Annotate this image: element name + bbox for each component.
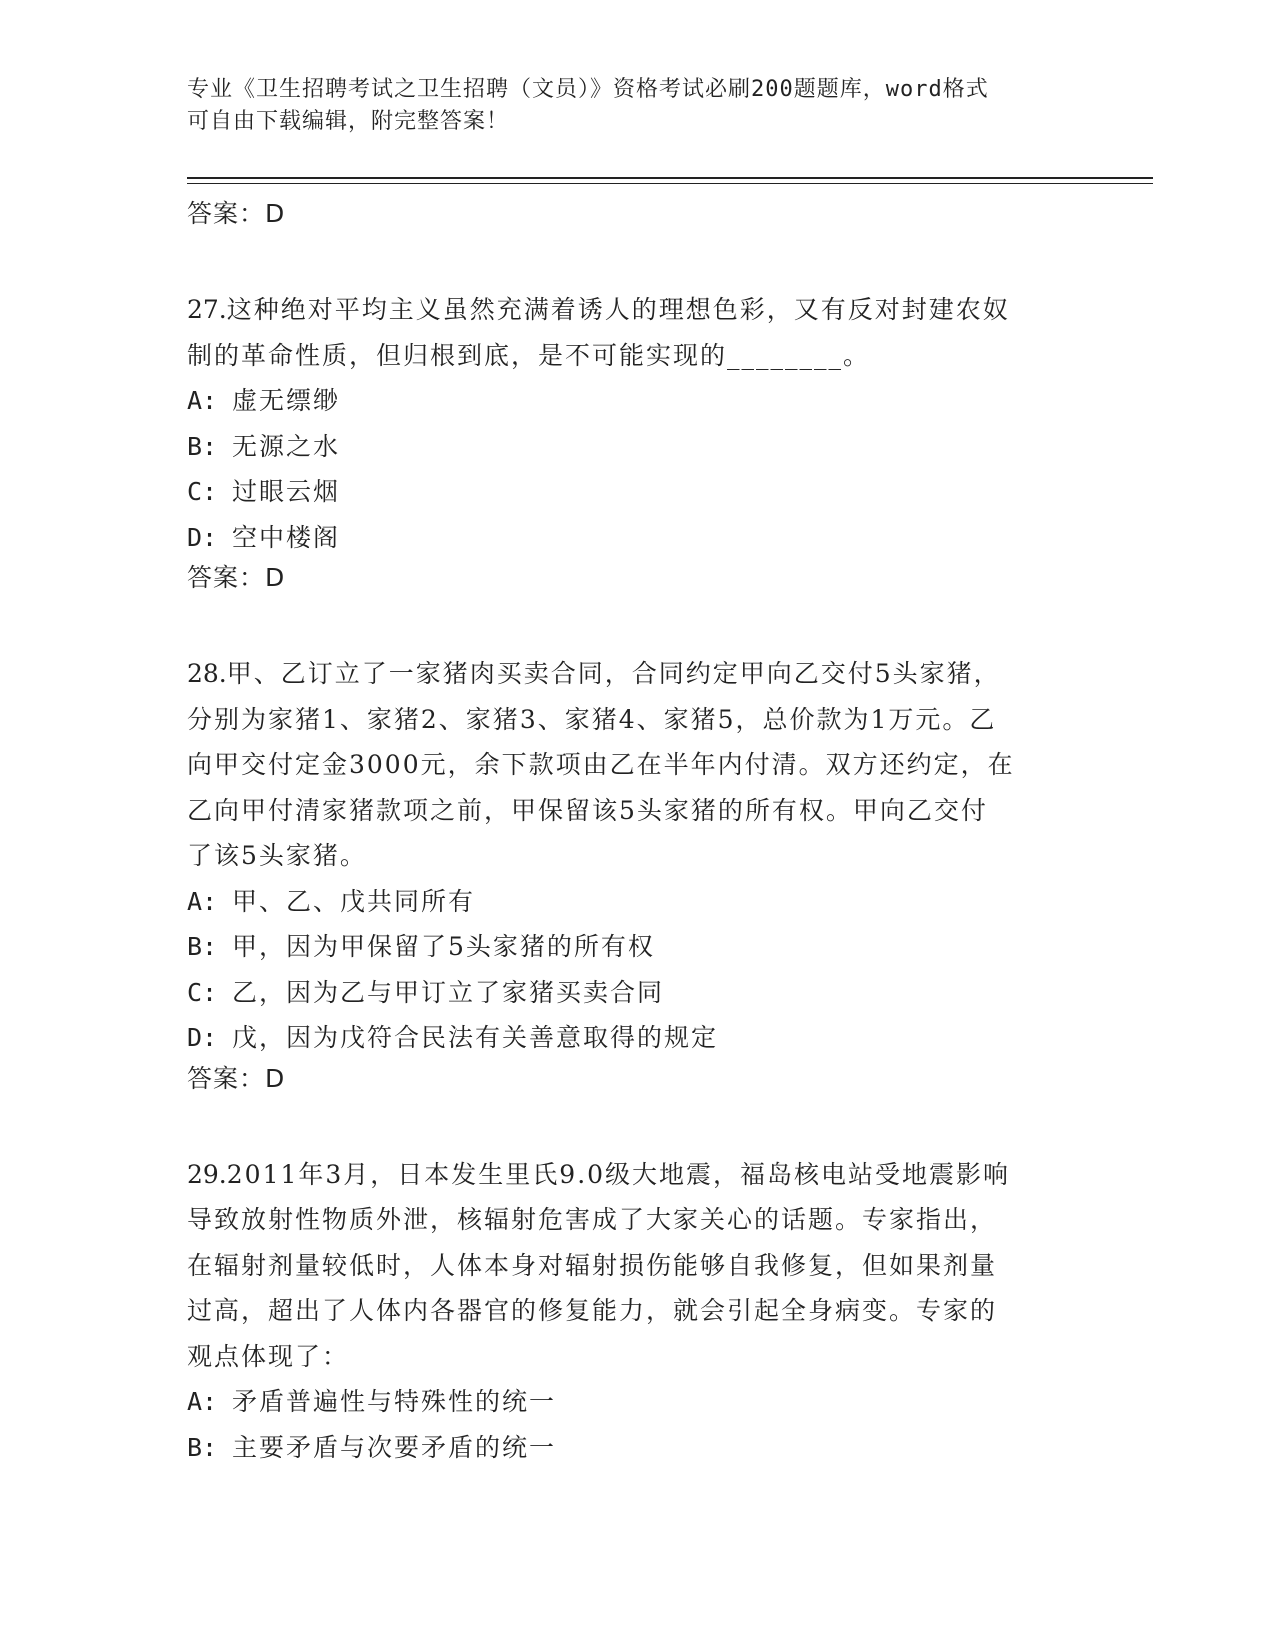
- stem-line: 过高，超出了人体内各器官的修复能力，就会引起全身病变。专家的: [187, 1296, 998, 1325]
- option-text: 甲，因为甲保留了5头家猪的所有权: [232, 932, 655, 961]
- answer-line: 答案：D: [187, 1063, 286, 1093]
- question-list: [187, 192, 1087, 1470]
- option-letter: B:: [187, 932, 218, 961]
- header-line-2: 可自由下载编辑，附完整答案！: [187, 109, 510, 134]
- option-b: [187, 924, 1087, 970]
- option-letter: D:: [187, 522, 218, 552]
- stem-line: 乙向甲付清家猪款项之前，甲保留该5头家猪的所有权。甲向乙交付: [187, 795, 988, 825]
- stem-line: 制的革命性质，但归根到底，是不可能实现的________。: [187, 340, 871, 370]
- option-letter: B:: [187, 1432, 218, 1462]
- option-text: 主要矛盾与次要矛盾的统一: [232, 1432, 557, 1462]
- option-a: [187, 378, 1087, 424]
- stem-line: 甲、乙订立了一家猪肉买卖合同，合同约定甲向乙交付5头家猪，: [226, 659, 1001, 688]
- document-header: [187, 74, 1067, 138]
- question-stem: [187, 287, 1087, 378]
- question-27: [187, 287, 1087, 596]
- option-text: 戊，因为戊符合民法有关善意取得的规定: [232, 1023, 719, 1052]
- option-b: [187, 424, 1087, 470]
- question-29: [187, 1152, 1087, 1471]
- question-28: [187, 651, 1087, 1097]
- option-c: [187, 970, 1087, 1016]
- option-text: 甲、乙、戊共同所有: [232, 886, 476, 916]
- option-letter: C:: [187, 477, 218, 506]
- question-number: 27.: [187, 295, 227, 324]
- header-line-1: 专业《卫生招聘考试之卫生招聘（文员）》资格考试必刷200题题库，word格式: [187, 77, 989, 102]
- stem-line: 在辐射剂量较低时，人体本身对辐射损伤能够自我修复，但如果剂量: [187, 1250, 998, 1280]
- option-d: [187, 1015, 1087, 1061]
- header-divider-thin: [187, 183, 1153, 184]
- option-c: [187, 469, 1087, 515]
- previous-answer: 答案：D: [187, 199, 286, 228]
- stem-line: 向甲交付定金3000元，余下款项由乙在半年内付清。双方还约定，在: [187, 750, 1015, 779]
- header-divider-thick: [187, 177, 1153, 179]
- stem-line: 分别为家猪1、家猪2、家猪3、家猪4、家猪5，总价款为1万元。乙: [187, 704, 997, 734]
- option-text: 过眼云烟: [232, 477, 341, 506]
- answer-line: 答案：D: [187, 563, 286, 592]
- question-number: 28.: [187, 659, 227, 688]
- option-a: [187, 1379, 1087, 1425]
- question-stem: [187, 1152, 1087, 1380]
- stem-line: 这种绝对平均主义虽然充满着诱人的理想色彩，又有反对封建农奴: [226, 295, 1010, 324]
- option-text: 矛盾普遍性与特殊性的统一: [232, 1387, 557, 1416]
- option-letter: B:: [187, 431, 218, 461]
- stem-line: 观点体现了：: [187, 1341, 350, 1371]
- option-letter: A:: [187, 1387, 218, 1416]
- option-a: [187, 879, 1087, 925]
- option-letter: C:: [187, 977, 218, 1007]
- option-letter: A:: [187, 386, 218, 415]
- question-number: 29.: [187, 1159, 227, 1189]
- option-letter: A:: [187, 886, 218, 916]
- stem-line: 导致放射性物质外泄，核辐射危害成了大家关心的话题。专家指出，: [187, 1205, 998, 1234]
- stem-line: 了该5头家猪。: [187, 841, 367, 870]
- option-letter: D:: [187, 1023, 218, 1052]
- option-text: 空中楼阁: [232, 522, 341, 552]
- option-text: 无源之水: [232, 431, 341, 461]
- option-d: [187, 515, 1087, 561]
- question-stem: [187, 651, 1087, 879]
- option-text: 乙，因为乙与甲订立了家猪买卖合同: [232, 977, 665, 1007]
- option-text: 虚无缥缈: [232, 386, 341, 415]
- stem-line: 2011年3月，日本发生里氏9.0级大地震，福岛核电站受地震影响: [226, 1159, 1011, 1189]
- option-b: [187, 1425, 1087, 1471]
